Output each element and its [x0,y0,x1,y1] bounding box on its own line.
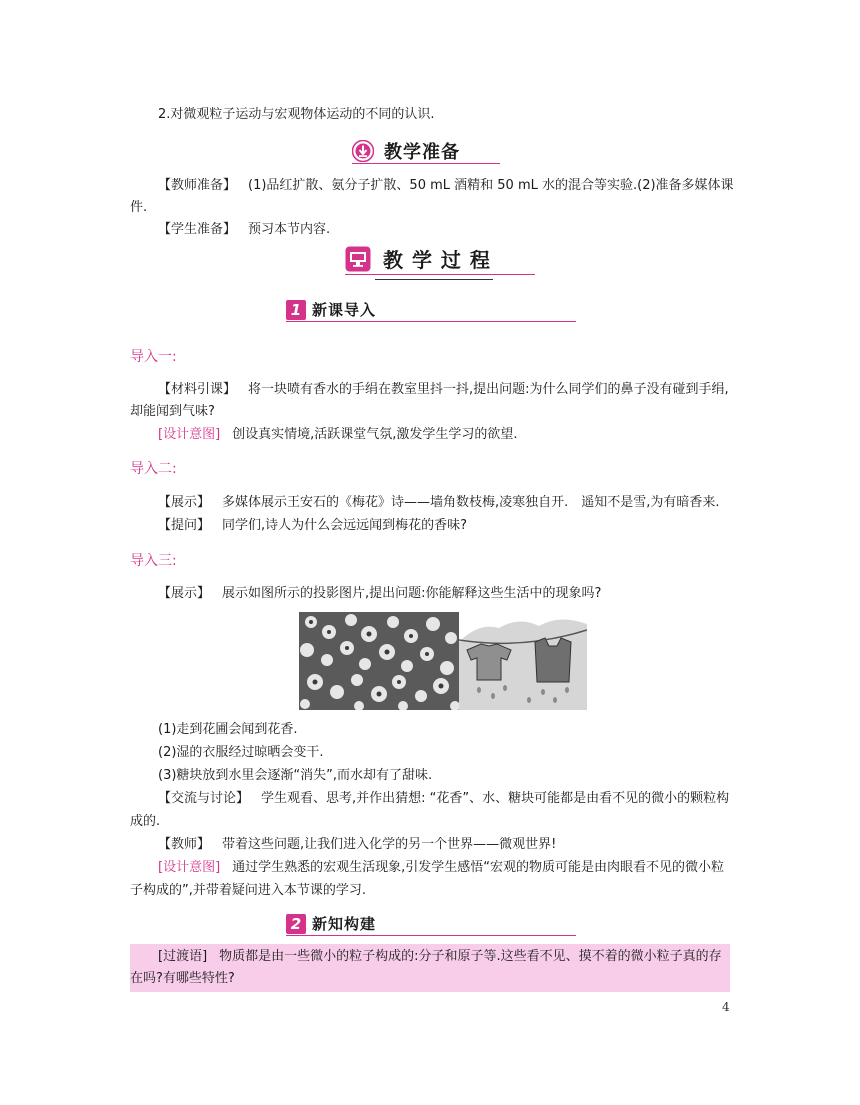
lead3-show-label: 【展示】 [158,586,211,601]
page-number: 4 [722,1000,730,1014]
lead3-discuss-line [130,788,758,810]
lead1-design-label: [设计意图] [158,427,221,442]
section2-number: 2 [286,914,306,934]
section1-number: 1 [286,300,306,320]
lead3-item-2: (2)湿的衣服经过晾晒会变干. [158,745,324,760]
section1-underline [286,321,576,322]
section2-banner [286,913,376,934]
transition-text: 物质都是由一些微小的粒子构成的:分子和原子等.这些看不见、摸不着的微小粒子真的存 [219,949,722,964]
teacher-prep-label: 【教师准备】 [158,178,237,193]
lead3-heading: 导入三: [130,553,177,569]
prep-title: 教学准备 [384,142,460,163]
lead3-item-1: (1)走到花圃会闻到花香. [158,722,298,737]
download-arrow-icon [352,140,374,162]
transition-line [130,946,758,968]
lead3-discuss-cont: 成的. [130,814,161,829]
teacher-prep-line [130,175,758,197]
lead2-heading: 导入二: [130,461,177,477]
lead2-ask-text: 同学们,诗人为什么会远远闻到梅花的香味? [222,518,468,533]
lead2-show-label: 【展示】 [158,495,211,510]
lead3-item-3: (3)糖块放到水里会逐渐“消失”,而水却有了甜味. [158,768,433,783]
lead3-discuss-text: 学生观看、思考,并作出猜想: “花香”、水、糖块可能都是由看不见的微小的颗粒构 [261,791,730,806]
lead2-ask-label: 【提问】 [158,518,211,533]
lead3-design-text: 通过学生熟悉的宏观生活现象,引发学生感悟“宏观的物质可能是由肉眼看不见的微小粒 [232,860,725,875]
flower-photo [299,612,459,710]
student-prep-label: 【学生准备】 [158,222,237,237]
lead1-material-cont: 却能闻到气味? [130,404,215,419]
lead1-material-label: 【材料引课】 [158,382,237,397]
lead3-design-label: [设计意图] [158,860,221,875]
lead2-ask-line [130,515,758,537]
section2-underline [286,935,576,936]
transition-cont: 在吗?有哪些特性? [130,971,235,986]
lead1-material-line [130,379,758,401]
lead3-design-line [130,857,758,879]
lead3-design-cont: 子构成的”,并带着疑问进入本节课的学习. [130,883,366,898]
process-underline [345,274,535,275]
lead2-show-text: 多媒体展示王安石的《梅花》诗——墙角数枝梅,凌寒独自开. 遥知不是雪,为有暗香来. [222,495,720,510]
lead3-teacher-line [130,834,758,856]
lead1-design-line [130,424,758,446]
section2-title: 新知构建 [312,915,377,933]
objective-line: 2.对微观粒子运动与宏观物体运动的不同的认识. [158,107,435,122]
process-banner [345,244,491,273]
lead1-design-text: 创设真实情境,活跃课堂气氛,激发学生学习的欲望. [232,427,518,442]
lead3-show-line [130,583,758,605]
section1-banner [286,299,376,320]
prep-underline [352,163,500,164]
lead1-heading: 导入一: [130,349,177,365]
laundry-photo [459,612,587,710]
lead1-material-text: 将一块喷有香水的手绢在教室里抖一抖,提出问题:为什么同学们的鼻子没有碰到手绢, [248,382,729,397]
lead3-discuss-label: 【交流与讨论】 [158,791,250,806]
lead3-teacher-label: 【教师】 [158,837,211,852]
transition-label: [过渡语] [158,949,208,964]
prep-banner [352,138,460,164]
monitor-icon [345,246,371,272]
teacher-prep-cont: 件. [130,200,148,215]
section1-title: 新课导入 [312,301,377,319]
teacher-prep-text: (1)品红扩散、氨分子扩散、50 mL 酒精和 50 mL 水的混合等实验.(2)准备多媒体课 [248,178,734,193]
lead3-show-text: 展示如图所示的投影图片,提出问题:你能解释这些生活中的现象吗? [222,586,602,601]
lead3-teacher-text: 带着这些问题,让我们进入化学的另一个世界——微观世界! [222,837,557,852]
student-prep-line [130,219,758,241]
lead2-show-line [130,492,758,514]
process-underline-2 [375,279,493,280]
process-title: 教 学 过 程 [383,248,491,272]
student-prep-text: 预习本节内容. [248,222,331,237]
